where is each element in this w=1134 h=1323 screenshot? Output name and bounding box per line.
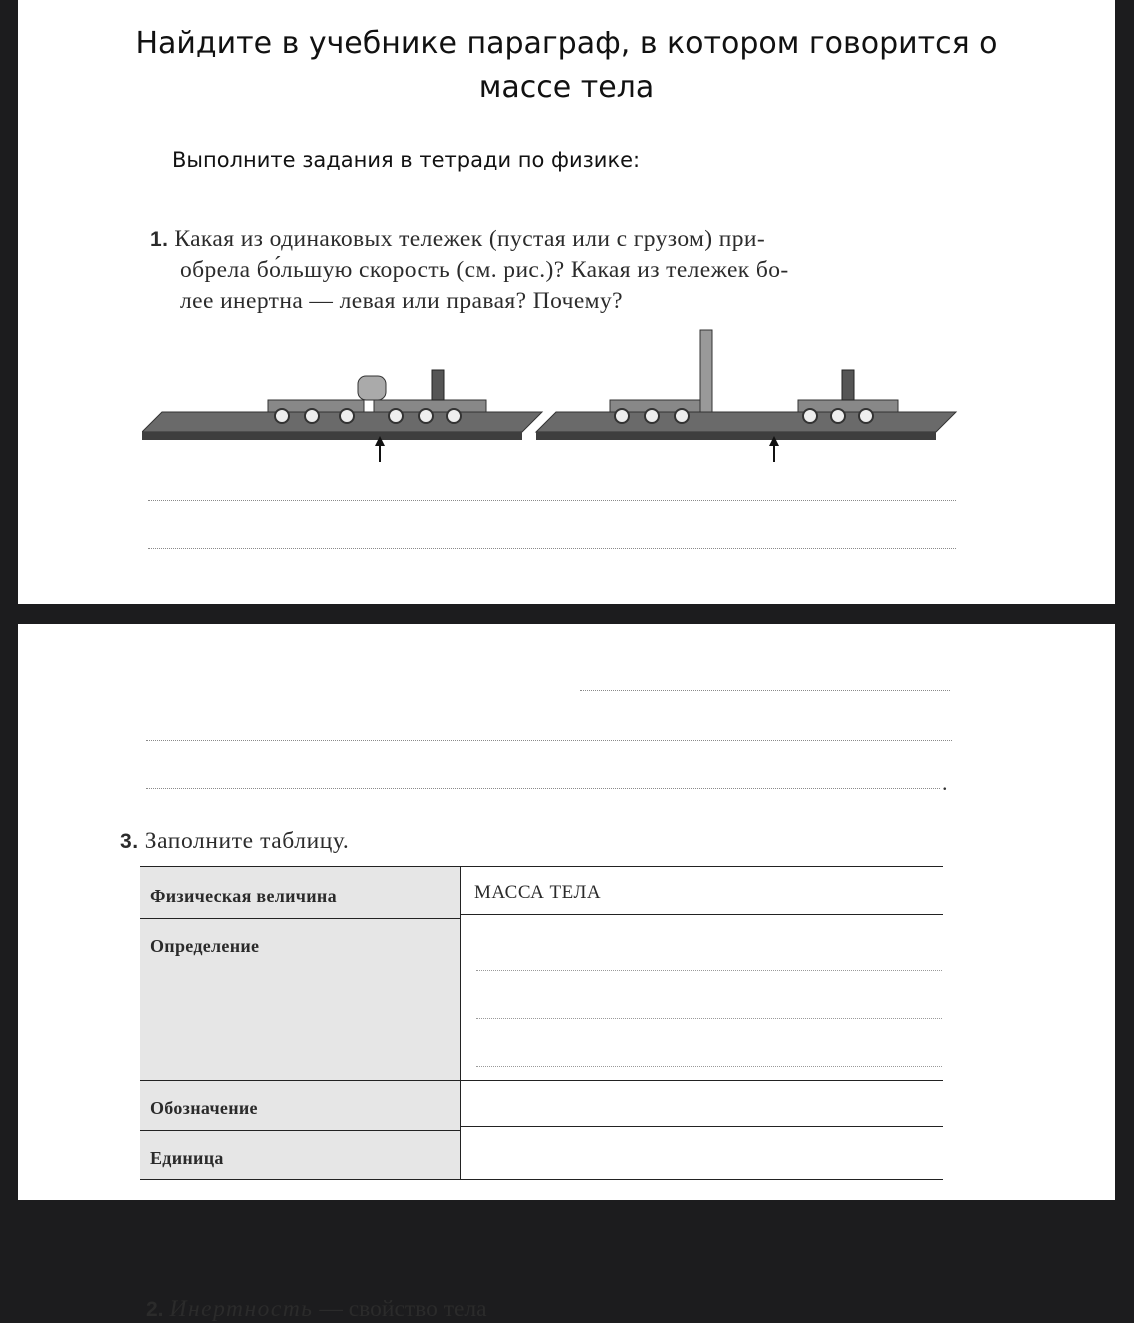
definition-answer-line[interactable] [476, 970, 942, 971]
table-column-divider [460, 866, 461, 1180]
table-row-divider [140, 1080, 943, 1081]
row-label-unit: Единица [150, 1148, 224, 1168]
task-1-line-1: Какая из одинаковых тележек (пустая или с грузом) при- [174, 226, 766, 252]
instructions: Выполните задания в тетради по физике: [172, 148, 641, 172]
left-cart-empty [268, 400, 364, 423]
task-1-answer-line-1[interactable] [148, 500, 956, 501]
task-3-number: 3. [120, 830, 139, 853]
definition-answer-line[interactable] [476, 1018, 942, 1019]
table-row-divider [140, 1130, 460, 1131]
row-label-definition: Определение [150, 936, 260, 956]
left-block [358, 376, 386, 400]
task-2 [146, 1296, 487, 1323]
title-line-1: Найдите в учебнике параграф, в котором говорится о [135, 26, 998, 61]
task-3-text: Заполните таблицу. [144, 828, 350, 854]
table-label-column [140, 866, 460, 1180]
task-1-line-2: обрела бо́льшую скорость (см. рис.)? Какая из тележек бо- [180, 257, 789, 283]
task-2-end-mark: . [942, 770, 948, 795]
task-2-text: — свойство тела [313, 1296, 487, 1322]
table-row-divider [460, 914, 943, 915]
row-label-quantity: Физическая величина [150, 886, 337, 906]
carts-figure [142, 328, 962, 468]
right-plate [700, 330, 712, 412]
task-1-line-3: лее инертна — левая или правая? Почему? [180, 288, 623, 314]
task-1-answer-line-2[interactable] [148, 548, 956, 549]
task-3 [120, 828, 349, 855]
definition-answer-line[interactable] [476, 1066, 942, 1067]
properties-table [140, 866, 943, 1180]
right-platform [536, 412, 956, 440]
title-line-2: массе тела [478, 70, 655, 105]
task-2-term: Инертность [169, 1296, 314, 1322]
task-2-answer-line-2[interactable] [146, 788, 940, 789]
row-label-symbol: Обозначение [150, 1098, 258, 1118]
task-1 [150, 224, 965, 317]
table-top-border [140, 866, 943, 867]
worksheet-panel-top [18, 0, 1115, 604]
table-row-divider [460, 1126, 943, 1127]
page-title [18, 22, 1115, 110]
task-2-number: 2. [146, 1298, 164, 1321]
table-bottom-border [140, 1179, 943, 1180]
row-value-quantity: МАССА ТЕЛА [474, 882, 602, 903]
table-row-divider [140, 918, 460, 919]
task-1-number: 1. [150, 228, 169, 251]
task-2-answer-line-1[interactable] [146, 740, 952, 741]
task-2-answer-fill[interactable] [580, 690, 950, 691]
